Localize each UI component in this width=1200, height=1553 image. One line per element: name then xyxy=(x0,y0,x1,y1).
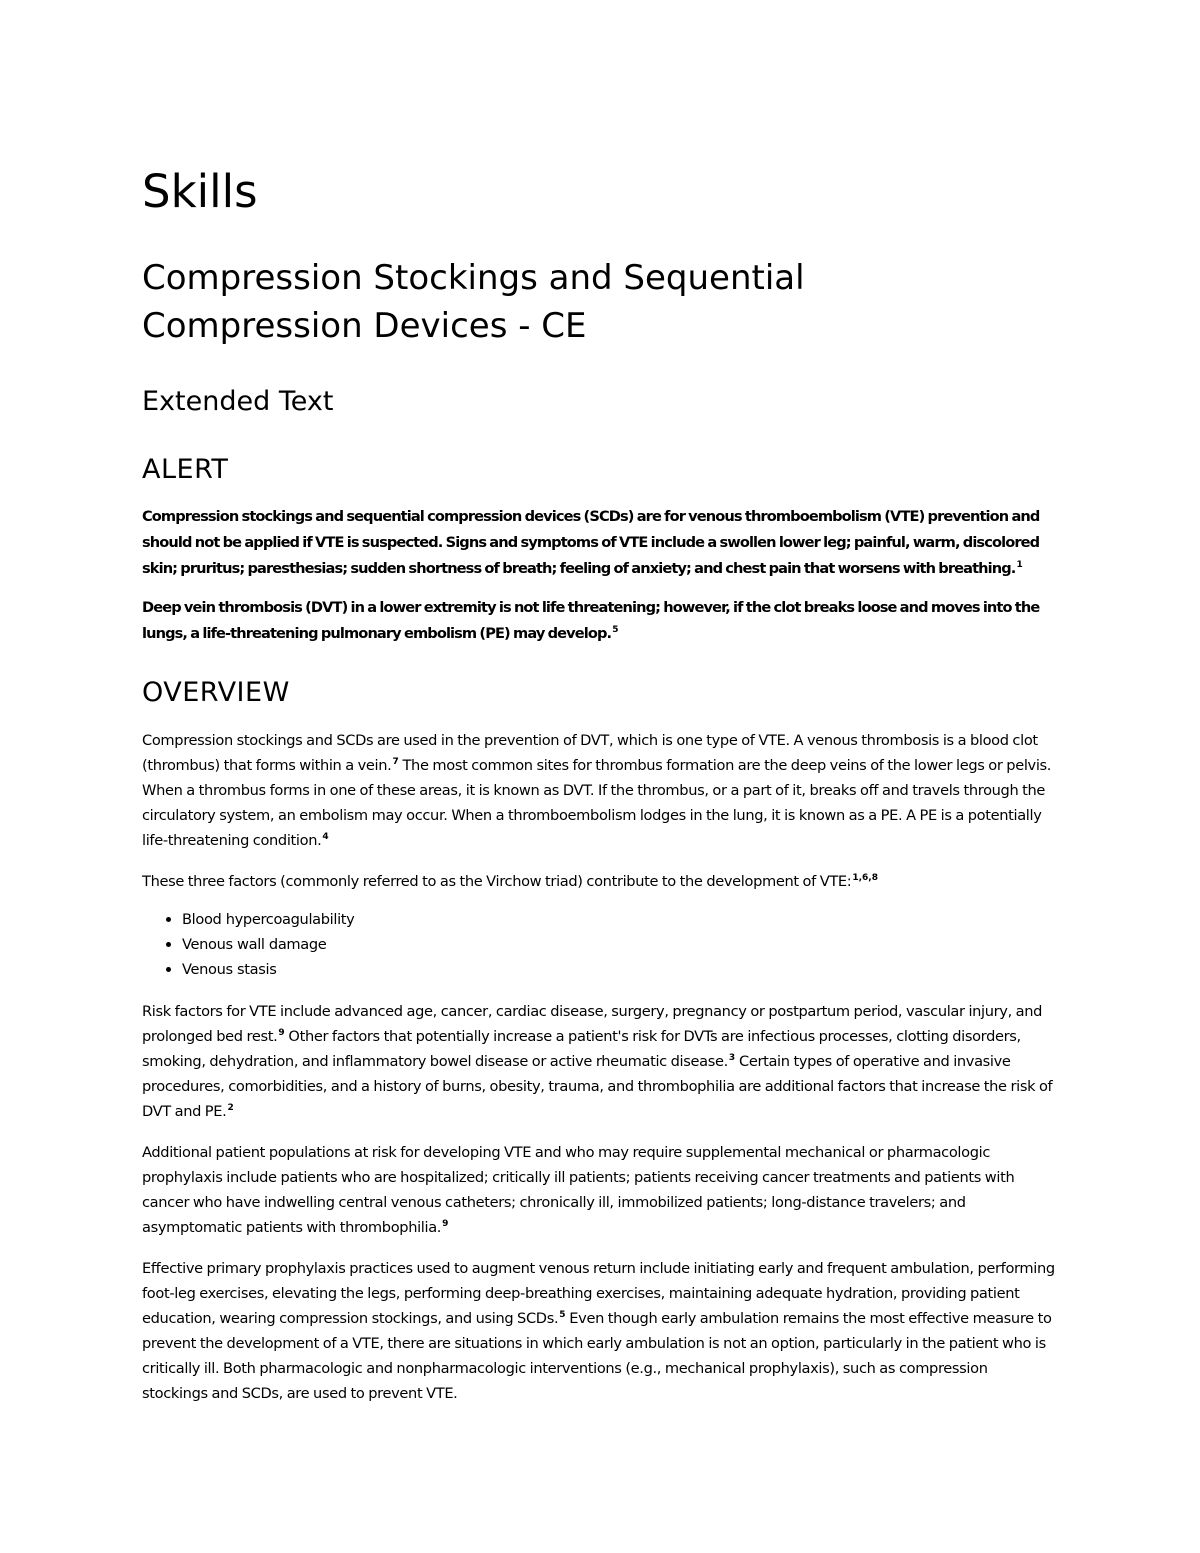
reference-marker: 2 xyxy=(227,1103,234,1113)
bullet-icon xyxy=(166,942,171,947)
reference-marker: 9 xyxy=(278,1028,285,1038)
overview-paragraph-2 xyxy=(142,869,1057,894)
list-item-text: Venous wall damage xyxy=(182,936,327,953)
overview-paragraph-5 xyxy=(142,1256,1057,1406)
alert-paragraph-1 xyxy=(142,504,1047,582)
page-title-line1: Compression Stockings and Sequential xyxy=(142,258,805,298)
overview-paragraph-1 xyxy=(142,728,1057,853)
paragraph-text: Effective primary prophylaxis practices used to augment venous return include initiating early and frequent ambulation, performing foot-leg exercises, elevating the legs, performing deep-breathing exercises, maintaining adequate hydration, providing patient education, wearing compression stockings, and using SCDs. xyxy=(142,1260,1055,1327)
list-item xyxy=(142,957,354,982)
virchow-triad-list xyxy=(142,907,354,982)
paragraph-text: The most common sites for thrombus formation are the deep veins of the lower legs or pelvis. When a thrombus forms in one of these areas, it is known as DVT. If the thrombus, or a part of it, breaks off and travels through the circulatory system, an embolism may occur. When a thromboembolism lodges in the lung, it is known as a PE. A PE is a potentially life-threatening condition. xyxy=(142,757,1052,849)
alert-paragraph-1-text: Compression stockings and sequential compression devices (SCDs) are for venous thromboembolism (VTE) prevention and should not be applied if VTE is suspected. Signs and symptoms of VTE include a swollen lower leg; painful, warm, discolored skin; pruritus; paresthesias; sudden shortness of breath; feeling of anxiety; and chest pain that worsens with breathing. xyxy=(142,508,1040,577)
list-item-text: Venous stasis xyxy=(182,961,277,978)
list-item-text: Blood hypercoagulability xyxy=(182,911,355,928)
alert-paragraph-2-text: Deep vein thrombosis (DVT) in a lower extremity is not life threatening; however, if the clot breaks loose and moves into the lungs, a life-threatening pulmonary embolism (PE) may develop. xyxy=(142,599,1040,642)
reference-marker: 3 xyxy=(728,1053,736,1063)
reference-marker: 5 xyxy=(559,1310,566,1320)
page-subtitle: Extended Text xyxy=(142,386,334,417)
list-item xyxy=(142,907,354,932)
reference-marker: 1,6,8 xyxy=(852,873,878,883)
paragraph-text: Risk factors for VTE include advanced age, cancer, cardiac disease, surgery, pregnancy or postpartum period, vascular injury, and prolonged bed rest. xyxy=(142,1003,1043,1045)
reference-marker: 7 xyxy=(392,757,399,767)
reference-marker: 9 xyxy=(442,1219,449,1229)
page-title xyxy=(142,254,1002,350)
bullet-icon xyxy=(166,967,171,972)
overview-heading: OVERVIEW xyxy=(142,677,290,708)
page-title-line2: Compression Devices - CE xyxy=(142,306,587,346)
reference-marker: 4 xyxy=(322,832,329,842)
paragraph-text: Other factors that potentially increase a patient's risk for DVTs are infectious processes, clotting disorders, smoking, dehydration, and inflammatory bowel disease or active rheumatic disease. xyxy=(142,1028,1021,1070)
list-item xyxy=(142,932,354,957)
reference-marker: 1 xyxy=(1016,560,1023,570)
paragraph-text: Certain types of operative and invasive procedures, comorbidities, and a history of burns, obesity, trauma, and thrombophilia are additional factors that increase the risk of DVT and PE. xyxy=(142,1053,1053,1120)
alert-heading: ALERT xyxy=(142,454,229,485)
reference-marker: 5 xyxy=(612,625,619,635)
alert-paragraph-2 xyxy=(142,595,1047,647)
overview-paragraph-3 xyxy=(142,999,1057,1124)
paragraph-text: Compression stockings and SCDs are used in the prevention of DVT, which is one type of VTE. A venous thrombosis is a blood clot (thrombus) that forms within a vein. xyxy=(142,732,1038,774)
overview-paragraph-4 xyxy=(142,1140,1057,1240)
category-heading: Skills xyxy=(142,165,258,218)
paragraph-text: Even though early ambulation remains the most effective measure to prevent the development of a VTE, there are situations in which early ambulation is not an option, particularly in the patient who is critically ill. Both pharmacologic and nonpharmacologic interventions (e.g., mechanical prophylaxis), such as compression stockings and SCDs, are used to prevent VTE. xyxy=(142,1310,1052,1402)
bullet-icon xyxy=(166,917,171,922)
paragraph-text: Additional patient populations at risk for developing VTE and who may require supplemental mechanical or pharmacologic prophylaxis include patients who are hospitalized; critically ill patients; patients receiving cancer treatments and patients with cancer who have indwelling central venous catheters; chronically ill, immobilized patients; long-distance travelers; and asymptomatic patients with thrombophilia. xyxy=(142,1144,1015,1236)
paragraph-text: These three factors (commonly referred to as the Virchow triad) contribute to the development of VTE: xyxy=(142,873,852,890)
